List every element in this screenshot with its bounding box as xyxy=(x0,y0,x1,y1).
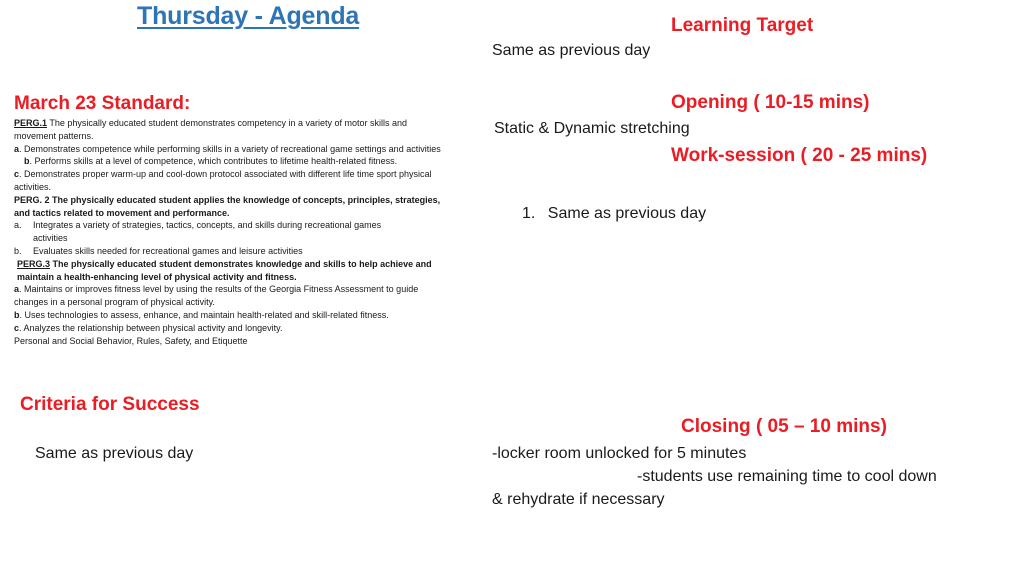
perg3-a-text: . Maintains or improves fitness level by using the results of the Georgia Fitness Assessment to guide changes in a personal program of physical activity. xyxy=(14,284,419,308)
work-session-item xyxy=(522,205,706,223)
perg1-a-label: a xyxy=(14,143,20,154)
perg1-c-text: . Demonstrates proper warm-up and cool-down protocol associated with different life time sport physical activities. xyxy=(14,169,432,192)
closing-line-2: -students use remaining time to cool down xyxy=(637,468,937,485)
perg3-c-label: c xyxy=(14,322,20,333)
perg1-text: The physically educated student demonstrates competency in a variety of motor skills and movement patterns. xyxy=(14,118,408,141)
closing-line-1: -locker room unlocked for 5 minutes xyxy=(492,445,747,462)
perg3-a-label: a xyxy=(14,284,20,295)
perg3-code: PERG.3 xyxy=(17,258,51,269)
perg2-a-text: Integrates a variety of strategies, tactics, concepts, and skills during recreational games xyxy=(33,220,382,231)
standard-details xyxy=(14,117,444,347)
closing-heading: Closing ( 05 – 10 mins) xyxy=(681,416,887,437)
perg2-b-label: b. xyxy=(14,245,22,256)
perg3-c-text: . Analyzes the relationship between physical activity and longevity. xyxy=(19,322,283,333)
perg2-a-label: a. xyxy=(14,220,22,231)
perg1-a-text: . Demonstrates competence while performing skills in a variety of recreational game settings and activities xyxy=(19,143,441,154)
perg3-b xyxy=(14,309,444,322)
criteria-heading: Criteria for Success xyxy=(20,394,200,415)
standard-footer: Personal and Social Behavior, Rules, Safety, and Etiquette xyxy=(14,335,248,346)
work-session-list xyxy=(522,205,706,223)
perg2-b xyxy=(14,245,444,258)
closing-line-3: & rehydrate if necessary xyxy=(492,491,665,508)
perg3-paragraph xyxy=(14,258,444,284)
perg3-c xyxy=(14,322,444,335)
criteria-text: Same as previous day xyxy=(35,445,194,462)
opening-text: Static & Dynamic stretching xyxy=(494,120,690,137)
perg2-paragraph: PERG. 2 The physically educated student applies the knowledge of concepts, principles, strategies, and tactics related to movement and performance. xyxy=(14,194,441,218)
perg1-paragraph xyxy=(14,117,444,143)
perg2-b-text: Evaluates skills needed for recreational games and leisure activities xyxy=(33,245,303,256)
perg1-b-label: b xyxy=(24,156,30,167)
learning-target-heading: Learning Target xyxy=(671,15,814,36)
standard-heading: March 23 Standard: xyxy=(14,93,191,114)
perg3-b-label: b xyxy=(14,309,20,320)
work-session-item-number: 1. xyxy=(522,205,536,222)
perg3-b-text: . Uses technologies to assess, enhance, and maintain health-related and skill-related fitness. xyxy=(19,309,389,320)
perg1-b xyxy=(14,155,444,168)
perg2-a-cont: activities xyxy=(33,233,68,244)
perg1-c xyxy=(14,168,444,194)
perg1-a xyxy=(14,143,444,156)
perg3-text: The physically educated student demonstrates knowledge and skills to help achieve and maintain a health-enhancing level of physical activity and fitness. xyxy=(17,258,432,282)
perg1-code: PERG.1 xyxy=(14,118,48,128)
perg1-c-label: c xyxy=(14,169,20,180)
perg2-a xyxy=(14,219,444,232)
perg1-b-text: . Performs skills at a level of competence, which contributes to lifetime health-related fitness. xyxy=(29,156,398,167)
work-session-heading: Work-session ( 20 - 25 mins) xyxy=(671,145,928,166)
perg3-a xyxy=(14,283,444,309)
learning-target-text: Same as previous day xyxy=(492,42,651,59)
work-session-item-text: Same as previous day xyxy=(547,205,707,222)
page-title: Thursday - Agenda xyxy=(137,2,360,30)
opening-heading: Opening ( 10-15 mins) xyxy=(671,92,870,113)
